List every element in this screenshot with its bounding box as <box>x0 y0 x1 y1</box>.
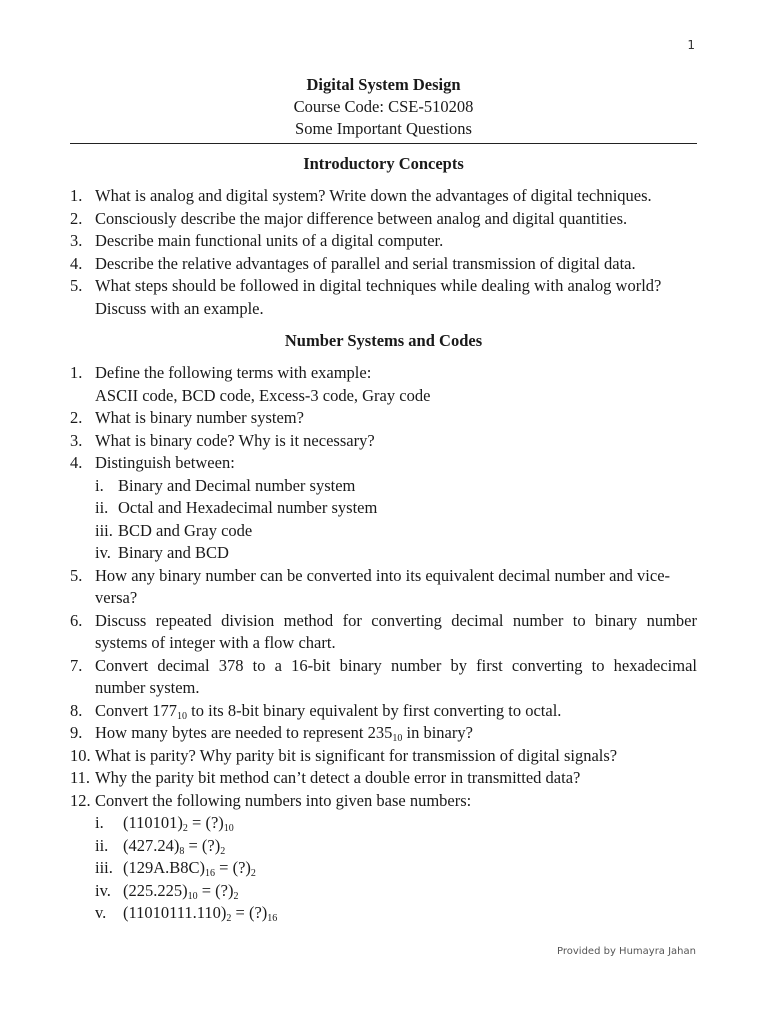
question-text: Describe main functional units of a digital computer. <box>95 231 444 250</box>
equals-unknown: = (?) <box>231 903 268 922</box>
conversion-item <box>70 857 697 880</box>
question-number: 4. <box>70 253 83 273</box>
target-base-subscript: 10 <box>223 823 234 834</box>
question-item <box>70 275 697 298</box>
question-number: 9. <box>70 723 83 742</box>
question-text <box>95 700 697 723</box>
page-number: 1 <box>687 38 695 52</box>
question-item <box>70 700 697 723</box>
base-subscript: 2 <box>182 823 188 834</box>
conversion-expression <box>123 902 277 925</box>
conversion-expression <box>123 857 256 880</box>
question-item <box>70 452 697 475</box>
question-number: 12. <box>70 790 91 810</box>
question-text: Convert the following numbers into given base numbers: <box>95 790 472 810</box>
conversion-expression <box>123 812 234 835</box>
question-number: 1. <box>70 186 83 205</box>
question-text <box>95 722 697 745</box>
question-text: What steps should be followed in digital techniques while dealing with analog world? <box>95 276 662 295</box>
question-continuation: systems of integer with a flow chart. <box>95 633 336 652</box>
conversion-item <box>70 835 697 858</box>
question-text: What is parity? Why parity bit is significant for transmission of digital signals? <box>95 745 618 765</box>
course-code: Course Code: CSE-510208 <box>293 97 474 116</box>
question-text: Define the following terms with example: <box>95 363 372 382</box>
sub-item-number: iv. <box>95 880 111 900</box>
question-item <box>70 722 697 745</box>
document-subtitle: Some Important Questions <box>295 119 472 138</box>
sub-item-number: iii. <box>95 520 113 540</box>
number-value: (427.24) <box>123 835 180 855</box>
question-number: 8. <box>70 700 83 720</box>
conversion-item <box>70 880 697 903</box>
course-title: Digital System Design <box>306 75 461 94</box>
number-value: (110101) <box>123 813 183 832</box>
document-body <box>70 153 697 933</box>
question-continuation: ASCII code, BCD code, Excess-3 code, Gray code <box>95 385 431 405</box>
base-subscript: 10 <box>177 710 188 722</box>
conversion-item <box>70 812 697 835</box>
equals-unknown: = (?) <box>197 880 234 900</box>
question-text-end: to its 8-bit binary equivalent by first converting to octal. <box>187 700 562 720</box>
question-item <box>70 407 697 430</box>
equals-unknown: = (?) <box>187 813 224 832</box>
number-value: (11010111.110) <box>123 903 227 922</box>
question-number: 11. <box>70 768 91 787</box>
question-item <box>70 655 697 678</box>
sub-item-text: Binary and BCD <box>118 543 229 562</box>
document-header <box>70 74 697 140</box>
question-number: 6. <box>70 610 83 630</box>
number-value: (225.225) <box>123 880 188 900</box>
sub-item-number: iv. <box>95 543 111 562</box>
conversion-item <box>70 902 697 925</box>
question-text: What is binary code? Why is it necessary? <box>95 430 375 450</box>
sub-item-number: v. <box>95 903 107 922</box>
section-title-number-systems: Number Systems and Codes <box>284 331 483 350</box>
question-text: Convert decimal 378 to a 16-bit binary number by first converting to hexadecimal <box>95 655 697 675</box>
header-divider <box>70 143 697 144</box>
number-value: (129A.B8C) <box>123 858 206 877</box>
question-number: 7. <box>70 655 83 675</box>
question-text: Consciously describe the major difference between analog and digital quantities. <box>95 208 628 228</box>
question-item <box>70 208 697 231</box>
question-number: 3. <box>70 231 83 250</box>
question-item <box>70 610 697 633</box>
question-number: 10. <box>70 745 91 765</box>
target-base-subscript: 16 <box>267 913 278 924</box>
section-title-introductory: Introductory Concepts <box>303 154 464 173</box>
sub-item-number: ii. <box>95 498 109 517</box>
base-subscript: 16 <box>205 868 216 879</box>
sub-item-text: Octal and Hexadecimal number system <box>118 498 378 517</box>
question-item <box>70 362 697 385</box>
sub-item-number: i. <box>95 475 104 495</box>
question-continuation: Discuss with an example. <box>95 298 264 318</box>
question-item <box>70 790 697 813</box>
target-base-subscript: 2 <box>220 845 226 857</box>
conversion-expression <box>123 835 225 858</box>
number-systems-question-list <box>70 362 697 925</box>
question-text-end: in binary? <box>402 723 473 742</box>
question-text: Describe the relative advantages of parallel and serial transmission of digital data. <box>95 253 636 273</box>
question-text: How any binary number can be converted into its equivalent decimal number and vice- <box>95 565 671 585</box>
question-text-start: Convert 177 <box>95 700 178 720</box>
sub-item <box>70 497 697 520</box>
question-number: 4. <box>70 453 83 472</box>
question-text-start: How many bytes are needed to represent 235 <box>95 723 393 742</box>
question-item <box>70 185 697 208</box>
question-text: Why the parity bit method can’t detect a double error in transmitted data? <box>95 768 581 787</box>
sub-item-text: BCD and Gray code <box>118 520 253 540</box>
sub-item <box>70 475 697 498</box>
question-number: 1. <box>70 363 83 382</box>
base-subscript: 10 <box>187 890 198 902</box>
question-text: Discuss repeated division method for converting decimal number to binary number <box>95 610 697 630</box>
target-base-subscript: 2 <box>233 890 239 902</box>
question-text: What is binary number system? <box>95 408 304 427</box>
target-base-subscript: 2 <box>250 868 256 879</box>
sub-item-number: iii. <box>95 858 113 877</box>
question-text: Distinguish between: <box>95 453 235 472</box>
question-number: 5. <box>70 276 83 295</box>
equals-unknown: = (?) <box>215 858 251 877</box>
sub-item-number: i. <box>95 813 104 832</box>
equals-unknown: = (?) <box>184 835 221 855</box>
question-number: 2. <box>70 408 83 427</box>
conversion-expression <box>123 880 239 903</box>
question-item <box>70 230 697 253</box>
sub-item <box>70 520 697 543</box>
question-continuation: number system. <box>95 678 200 697</box>
question-text: What is analog and digital system? Write down the advantages of digital techniques. <box>95 186 652 205</box>
sub-item-number: ii. <box>95 835 109 855</box>
question-item <box>70 430 697 453</box>
base-subscript: 2 <box>226 913 232 924</box>
question-number: 2. <box>70 208 83 228</box>
base-subscript: 8 <box>179 845 185 857</box>
base-subscript: 10 <box>392 733 403 744</box>
sub-item <box>70 542 697 565</box>
footer-credit: Provided by Humayra Jahan <box>557 946 696 957</box>
question-number: 5. <box>70 565 83 585</box>
question-item <box>70 745 697 768</box>
introductory-question-list <box>70 185 697 320</box>
sub-item-text: Binary and Decimal number system <box>118 475 356 495</box>
question-continuation: versa? <box>95 588 138 607</box>
question-item <box>70 253 697 276</box>
question-number: 3. <box>70 430 83 450</box>
question-item <box>70 767 697 790</box>
question-item <box>70 565 697 588</box>
